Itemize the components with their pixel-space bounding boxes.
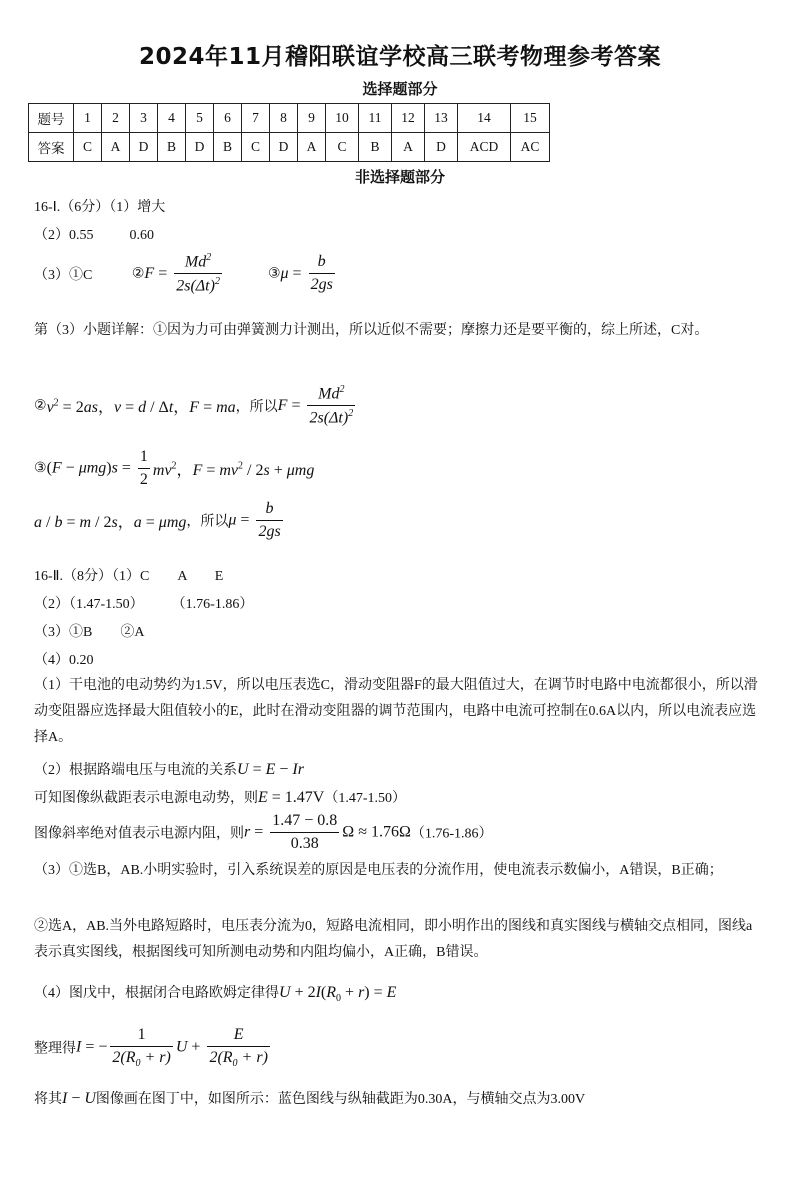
marker-3: ③	[267, 266, 281, 282]
explain-text: 可知图像纵截距表示电源电动势，则	[34, 791, 258, 806]
formula-mu-2: $\frac{b}{2gs}$	[258, 500, 281, 540]
q16-2-part2: （2）（1.47-1.50） （1.76-1.86）	[34, 597, 254, 612]
formula-r: $\frac{1.47 - 0.8}{0.38}$	[272, 812, 338, 852]
answer-table	[28, 103, 550, 162]
explain-text: 整理得	[34, 1041, 76, 1057]
table-row-label: 题号	[29, 104, 74, 133]
answer-cell: C	[242, 133, 270, 162]
q16-2-part4: （4）0.20	[34, 653, 94, 668]
explain-text: （2）根据路端电压与电流的关系	[34, 763, 237, 778]
marker-3: ③	[34, 461, 47, 476]
marker-2: ②	[131, 266, 145, 282]
part3-label: （3）①C	[34, 267, 93, 283]
question-number-cell: 3	[130, 104, 158, 133]
so-text: ，所以	[235, 399, 278, 415]
answer-cell: D	[186, 133, 214, 162]
explain-3a: （3）①选B，AB.小明实验时，引入系统误差的原因是电压表的分流作用，使电流表示数偏小，A错误，B正确；	[34, 863, 723, 878]
range-text: （1.47-1.50）	[324, 791, 407, 806]
detail-intro: 第（3）小题详解：①因为力可由弹簧测力计测出，所以近似不需要；摩擦力还是要平衡的，综上所述，C对。	[34, 323, 709, 338]
section-heading-choice: 选择题部分	[362, 80, 438, 98]
question-number-cell: 5	[186, 104, 214, 133]
explain-4a: （4）图戊中，根据闭合电路欧姆定律得$U + 2I(R_0 + r) = E$	[34, 984, 397, 1005]
explain-text: （4）图戊中，根据闭合电路欧姆定律得	[34, 986, 279, 1001]
explain-3b: ②选A，AB.当外电路短路时，电压表分流为0，短路电流相同，即小明作出的图线和真实图线与横轴交点相同，图线a表示真实图线，根据图线可知所测电动势和内阻均偏小，A正确，B错误。	[34, 919, 753, 960]
detail-step2: $②v^2 = 2as$，v = d / Δt，F = ma，所以F = $\frac{Md^2}{2s(\Delta t)^2}$	[34, 384, 354, 427]
answer-cell: C	[74, 133, 102, 162]
answer-cell: B	[359, 133, 392, 162]
answer-cell: D	[130, 133, 158, 162]
question-number-cell: 10	[326, 104, 359, 133]
q16-2-head: 16-Ⅱ.（8分）（1）C A E	[34, 569, 224, 584]
answer-cell: A	[392, 133, 425, 162]
question-number-cell: 15	[511, 104, 550, 133]
q16-1-part3: （3）①C ②F = $\frac{Md^2}{2s(\Delta t)^2}$ ③μ = $\frac{b}{2gs}$	[34, 252, 333, 295]
part2-value: 0.60	[129, 228, 154, 243]
question-number-cell: 14	[458, 104, 511, 133]
range-text: （1.76-1.86）	[410, 826, 493, 842]
table-row	[29, 133, 550, 162]
page-title: 2024年11月稽阳联谊学校高三联考物理参考答案	[138, 44, 662, 70]
answer-cell: ACD	[458, 133, 511, 162]
formula-half: $\frac{1}{2}$	[139, 448, 148, 488]
section-heading-nonchoice: 非选择题部分	[354, 168, 445, 186]
table-row	[29, 104, 550, 133]
explain-text: 图像画在图丁中，如图所示：蓝色图线与纵轴截距为0.30A，与横轴交点为3.00V	[95, 1092, 586, 1107]
detail-step3: ③(F − μmg)s = $\frac{1}{2}$ $mv^2$，$F = mv^2 / 2s + \mu mg$	[34, 448, 315, 488]
answer-cell: AC	[511, 133, 550, 162]
so-text: ，所以	[186, 514, 229, 530]
marker-2: ②	[34, 398, 47, 414]
explain-2b: 可知图像纵截距表示电源电动势，则E = 1.47V（1.47-1.50）	[34, 789, 407, 806]
explain-4b: 整理得I = − $\frac{1}{2(R_0 + r)}$ U + $\frac{E}{2(R_0 + r)}$	[34, 1026, 268, 1070]
explain-text: 将其	[34, 1092, 62, 1107]
explain-4c: 将其I − U图像画在图丁中，如图所示：蓝色图线与纵轴截距为0.30A，与横轴交点为3.00V	[34, 1090, 586, 1107]
answer-cell: D	[270, 133, 298, 162]
answer-cell: D	[425, 133, 458, 162]
answer-cell: B	[158, 133, 186, 162]
q16-1-part2	[34, 224, 154, 244]
table-row-label: 答案	[29, 133, 74, 162]
formula-F-2: $\frac{Md^2}{2s(\Delta t)^2}$	[309, 384, 354, 427]
answer-cell: A	[102, 133, 130, 162]
q16-1-head: 16-Ⅰ.（6分）（1）增大	[34, 200, 166, 215]
question-number-cell: 13	[425, 104, 458, 133]
question-number-cell: 9	[298, 104, 326, 133]
answer-cell: A	[298, 133, 326, 162]
answer-cell: C	[326, 133, 359, 162]
explain-2a: （2）根据路端电压与电流的关系U = E − Ir	[34, 761, 304, 778]
explain-1: （1）干电池的电动势约为1.5V，所以电压表选C，滑动变阻器F的最大阻值过大，在调节时电路中电流都很小，所以滑动变阻器应选择最大阻值较小的E，此时在滑动变阻器的调节范围内，电路中电流可控制在0.6A以内，所以电流表应选择A。	[34, 678, 758, 745]
question-number-cell: 1	[74, 104, 102, 133]
formula-I-term2: $\frac{E}{2(R_0 + r)}$	[209, 1026, 268, 1070]
question-number-cell: 7	[242, 104, 270, 133]
question-number-cell: 8	[270, 104, 298, 133]
formula-mu: $\frac{b}{2gs}$	[310, 253, 333, 294]
formula-F: $\frac{Md^2}{2s(\Delta t)^2}$	[176, 252, 220, 295]
explain-text: 图像斜率绝对值表示电源内阻，则	[34, 826, 244, 842]
question-number-cell: 4	[158, 104, 186, 133]
answer-cell: B	[214, 133, 242, 162]
part2-label: （2）0.55	[34, 228, 94, 243]
question-number-cell: 11	[359, 104, 392, 133]
q16-2-part3: （3）①B ②A	[34, 625, 145, 640]
question-number-cell: 12	[392, 104, 425, 133]
formula-I-term1: $\frac{1}{2(R_0 + r)}$	[112, 1026, 171, 1070]
detail-step4: a / b = m / 2s，a = μmg，所以μ = $\frac{b}{2gs}$	[34, 500, 281, 540]
explain-2c: 图像斜率绝对值表示电源内阻，则r = $\frac{1.47 - 0.8}{0.38}$ Ω ≈ 1.76Ω（1.76-1.86）	[34, 812, 493, 852]
question-number-cell: 2	[102, 104, 130, 133]
question-number-cell: 6	[214, 104, 242, 133]
